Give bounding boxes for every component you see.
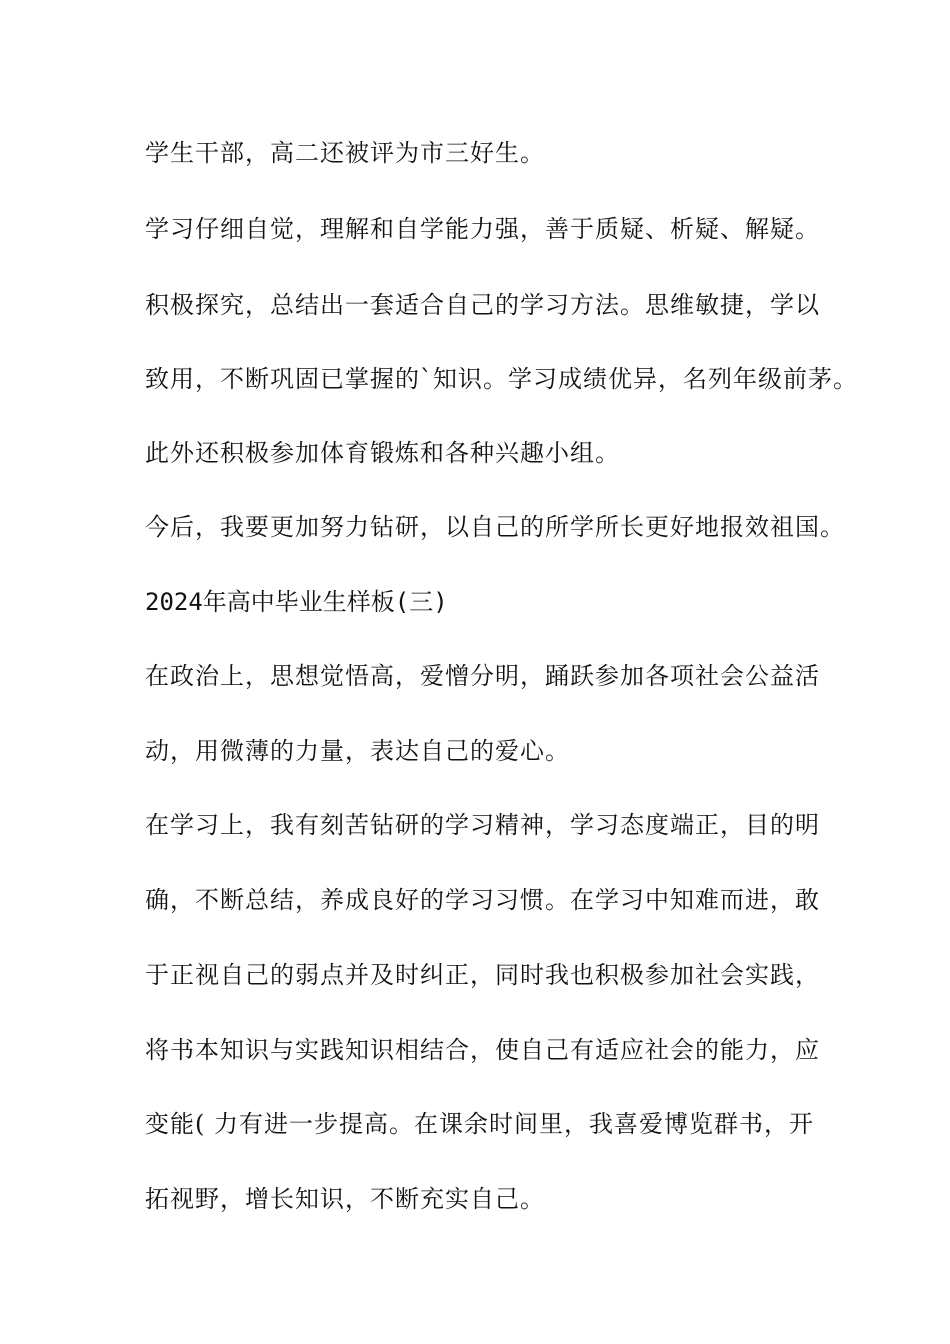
paragraph-line: 将书本知识与实践知识相结合，使自己有适应社会的能力，应 [145, 1036, 820, 1064]
paragraph-line: 积极探究，总结出一套适合自己的学习方法。思维敏捷，学以 [145, 291, 820, 319]
paragraph-line: 在政治上，思想觉悟高，爱憎分明，踊跃参加各项社会公益活 [145, 662, 820, 690]
paragraph-line: 于正视自己的弱点并及时纠正，同时我也积极参加社会实践， [145, 961, 820, 989]
paragraph-line: 此外还积极参加体育锻炼和各种兴趣小组。 [145, 439, 620, 467]
paragraph-line: 在学习上，我有刻苦钻研的学习精神，学习态度端正，目的明 [145, 811, 820, 839]
paragraph-line: 确，不断总结，养成良好的学习习惯。在学习中知难而进，敢 [145, 886, 820, 914]
paragraph-line: 学习仔细自觉，理解和自学能力强，善于质疑、析疑、解疑。 [145, 215, 820, 243]
paragraph-line: 致用，不断巩固已掌握的`知识。学习成绩优异，名列年级前茅。 [145, 365, 858, 393]
paragraph-line: 变能( 力有进一步提高。在课余时间里，我喜爱博览群书，开 [145, 1110, 814, 1138]
paragraph-line: 拓视野，增长知识，不断充实自己。 [145, 1185, 545, 1213]
paragraph-line: 学生干部，高二还被评为市三好生。 [145, 139, 545, 167]
paragraph-line: 今后，我要更加努力钻研，以自己的所学所长更好地报效祖国。 [145, 513, 845, 541]
section-heading: 2024年高中毕业生样板(三) [145, 588, 448, 616]
paragraph-line: 动，用微薄的力量，表达自己的爱心。 [145, 737, 570, 765]
